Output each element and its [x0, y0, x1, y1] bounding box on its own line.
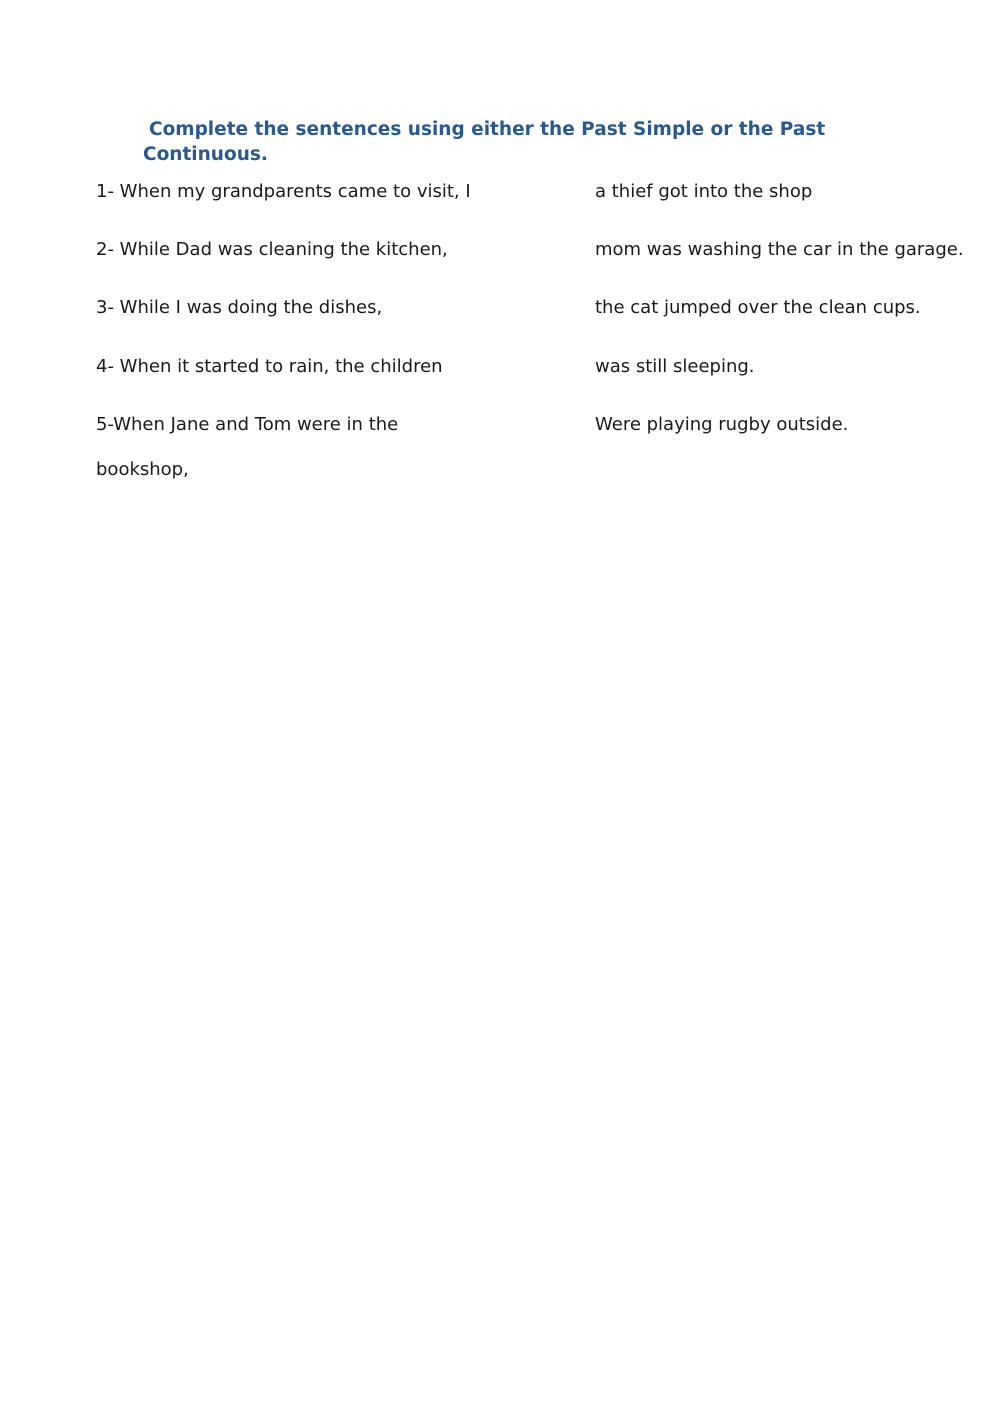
instructions-line-1: Complete the sentences using either the Past Simple or the Past: [149, 119, 826, 140]
sentence-beginning-1: 1- When my grandparents came to visit, I: [96, 181, 471, 202]
instructions-heading: [143, 117, 863, 167]
sentence-beginning-3: 3- While I was doing the dishes,: [96, 297, 383, 318]
sentence-ending-1: a thief got into the shop: [595, 181, 813, 202]
instructions-line-2: Continuous.: [143, 144, 268, 165]
sentence-beginning-2: 2- While Dad was cleaning the kitchen,: [96, 239, 448, 260]
sentence-beginning-4: 4- When it started to rain, the children: [96, 356, 443, 377]
sentence-ending-3: the cat jumped over the clean cups.: [595, 297, 921, 318]
sentence-beginning-5-continued: bookshop,: [96, 459, 189, 480]
sentence-ending-2: mom was washing the car in the garage.: [595, 239, 964, 260]
sentence-ending-5: Were playing rugby outside.: [595, 414, 849, 435]
sentence-ending-4: was still sleeping.: [595, 356, 755, 377]
sentence-beginning-5: 5-When Jane and Tom were in the: [96, 414, 399, 435]
